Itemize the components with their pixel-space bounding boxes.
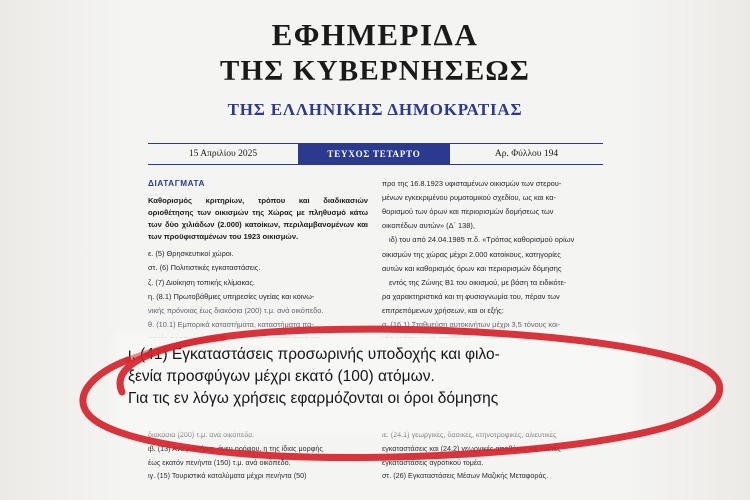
- highlight-line-3: Για τις εν λόγω χρήσεις εφαρμόζονται οι όροι δόμησης: [128, 390, 499, 407]
- right-item-7: εντός της Ζώνης Β1 του οικισμού, με βάση τα ειδικότε-: [389, 277, 567, 287]
- bottom-right-item-2: εγκαταστάσεις αγροτικού τομέα.: [382, 457, 484, 467]
- right-item-0: προ της 16.8.1923 υφισταμένων οικισμών των στερου-: [382, 179, 562, 188]
- bottom-left-item-0: διακόσια (200) τ.μ. ανά οικόπεδο.: [148, 430, 255, 439]
- section-title-decrees: ΔΙΑΤΑΓΜΑΤΑ: [148, 179, 205, 188]
- highlight-line-1: ι. (41) Εγκαταστάσεις προσωρινής υποδοχής και φιλο-: [128, 346, 500, 363]
- highlight-line-2: ξενία προσφύγων μέχρι εκατό (100) ατόμων.: [128, 368, 435, 385]
- right-item-6: αυτών και καθορισμός όρων και περιορισμών δόμησης: [382, 263, 562, 273]
- bottom-right-item-0: ιε. (24.1) γεωργικές, δασικές, κτηνοτροφικές, αλιευτικές: [382, 430, 557, 439]
- right-item-5: οικισμών της χώρας μέχρι 2.000 κατοίκους, κατηγορίες: [382, 249, 561, 259]
- right-item-1: μένων εγκεκριμένου ρυμοτομικού σχεδίου, ως και κα-: [382, 193, 556, 203]
- right-item-3: οικοπέδων αυτών» (Δ΄ 138),: [382, 221, 475, 231]
- bottom-left-item-1: ιβ. (13) Αναψυκτήρια, άνευ ορόφου, η της ίδιας μορφής: [148, 443, 323, 453]
- right-item-10: α. (16.1) Σταθμεύση αυτοκινήτων μέχρι 3,5 τόνους κοι-: [382, 320, 561, 330]
- masthead-subtitle: ΤΗΣ ΕΛΛΗΝΙΚΗΣ ΔΗΜΟΚΡΑΤΙΑΣ: [227, 100, 523, 120]
- issue-number: Αρ. Φύλλου 194: [494, 149, 559, 159]
- bottom-right-item-3: στ. (26) Εγκαταστάσεις Μέσων Μαζικής Μεταφοράς.: [382, 471, 549, 481]
- bottom-right-column: [382, 430, 602, 485]
- masthead-line-1: ΕΦΗΜΕΡΙΔΑ: [271, 17, 479, 52]
- right-item-8: ρα χαρακτηριστικά και τη φυσιογνωμία του, πέραν των: [382, 291, 560, 301]
- bottom-columns: [148, 430, 603, 485]
- left-item-1: στ. (6) Πολιτιστικές εγκαταστάσεις.: [148, 263, 261, 273]
- bottom-right-item-1: εγκαταστάσεις και (24.2) γεωργικές αποθήκες και λοιπές: [382, 443, 561, 453]
- bottom-left-column: [148, 430, 368, 485]
- decree-title: Καθορισμός κριτηρίων, τρόπου και διαδικασιών οριοθέτησης των οικισμών της Χώρας με πληθυσμό κάτω των δύο χιλιάδων (2.000) κατοίκων, περιλαμβανομένων και των προϋφισταμένων του 1923 οικισμών.: [148, 196, 368, 241]
- right-item-4: ιδ) του από 24.04.1985 π.δ. «Τρόπος καθορισμού ορίων: [389, 235, 575, 245]
- right-item-9: επιτρεπόμενων χρήσεων, και οι εξής:: [382, 305, 504, 315]
- bottom-left-item-3: ιγ. (15) Τουριστικά καταλύματα μέχρι πενήντα (50): [148, 471, 307, 481]
- masthead: [0, 18, 750, 120]
- masthead-line-2: ΤΗΣ ΚΥΒΕΡΝΗΣΕΩΣ: [220, 54, 530, 87]
- issue-bar: [148, 143, 603, 165]
- issue-type-badge: ΤΕΥΧΟΣ ΤΕΤΑΡΤΟ: [298, 144, 450, 164]
- right-item-2: θορισμού των όρων και περιορισμών δομήσεως των: [382, 207, 554, 217]
- highlighted-passage: [120, 338, 632, 430]
- bottom-left-item-2: έως εκατόν πενήντα (150) τ.μ. ανά οικόπεδο.: [148, 457, 291, 467]
- left-item-4: νικής πρόνοιας έως διακόσια (200) τ.μ. ανά οικόπεδο.: [148, 305, 324, 315]
- left-item-2: ζ. (7) Διοίκηση τοπικής κλίμακας.: [148, 277, 255, 287]
- issue-date: 15 Απριλίου 2025: [188, 149, 258, 159]
- left-item-3: η. (8.1) Πρωτοβάθμιες υπηρεσίες υγείας και κοινω-: [148, 291, 315, 301]
- left-item-5: θ. (10.1) Εμπορικά καταστήματα, καταστήματα πα-: [148, 319, 314, 329]
- left-item-0: ε. (5) Θρησκευτικοί χώροι.: [148, 249, 234, 259]
